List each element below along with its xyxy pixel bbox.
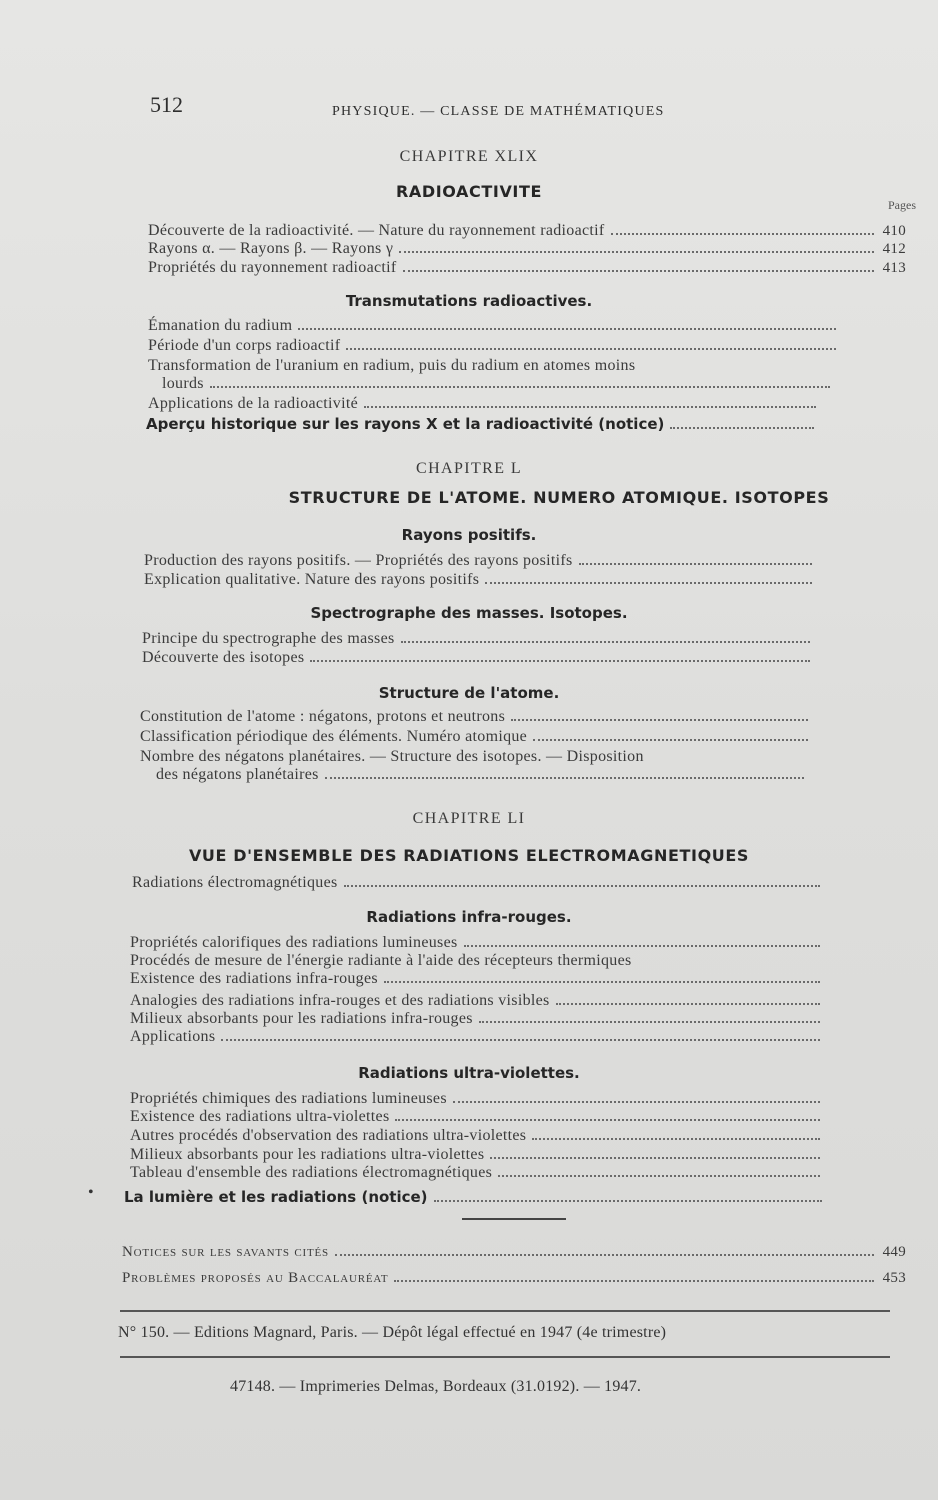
toc-entry-text: Analogies des radiations infra-rouges et des radiations visibles [130,992,550,1009]
toc-entry[interactable] [130,1010,852,1028]
toc-entry[interactable] [140,708,840,726]
toc-entry-text: Autres procédés d'observation des radiations ultra-violettes [130,1127,527,1144]
toc-entry-text: Découverte des isotopes [142,649,305,666]
toc-entry-text: La lumière et les radiations (notice) [124,1188,428,1206]
toc-entry-text: Découverte de la radioactivité. — Nature du rayonnement radioactif [148,222,605,239]
toc-entry-text: Émanation du radium [148,317,293,334]
toc-entry[interactable] [148,259,906,277]
toc-entry-text: Principe du spectrographe des masses [142,630,395,647]
pages-column-label: Pages [888,198,916,212]
chapter-title-50: STRUCTURE DE L'ATOME. NUMERO ATOMIQUE. ISOTOPES [288,488,830,507]
toc-entry-text: Classification périodique des éléments. Numéro atomique [140,728,528,745]
leader-dots [611,233,875,235]
leader-dots [511,719,808,721]
leader-dots [399,251,874,253]
leader-dots [335,1254,874,1256]
footer-rule-bottom [120,1356,890,1358]
toc-entry-text: Propriétés calorifiques des radiations lumineuses [130,934,458,951]
leader-dots [344,885,820,887]
toc-entry-text: Milieux absorbants pour les radiations ultra-violettes [130,1146,485,1163]
toc-entry[interactable] [130,1108,852,1126]
toc-entry[interactable] [148,240,906,258]
leader-dots [453,1101,820,1103]
chapter-title-51: VUE D'ENSEMBLE DES RADIATIONS ELECTROMAGNETIQUES [188,846,750,865]
footer-rule-top [120,1310,890,1312]
section-title-spectrographe: Spectrographe des masses. Isotopes. [310,604,628,622]
leader-dots [325,777,804,779]
leader-dots [394,1280,874,1282]
leader-dots [210,386,830,388]
toc-entry-text: des négatons planétaires [156,766,319,783]
toc-entry-text: Applications [130,1028,216,1045]
leader-dots [310,660,810,662]
toc-entry-text: lourds [162,375,204,392]
leader-dots [298,328,836,330]
toc-entry[interactable] [130,1146,852,1164]
toc-entry[interactable] [130,970,852,988]
toc-entry-text: Propriétés du rayonnement radioactif [148,259,397,276]
leader-dots [403,270,875,272]
section-title-infra-rouges: Radiations infra-rouges. [366,908,572,926]
toc-entry[interactable] [130,1164,852,1182]
leader-dots [556,1003,820,1005]
publisher-line: N° 150. — Editions Magnard, Paris. — Dépôt légal effectué en 1947 (4e trimestre) [118,1324,667,1341]
short-divider [462,1218,566,1220]
section-title-structure: Structure de l'atome. [378,684,560,702]
toc-entry-notice[interactable] [146,415,846,433]
toc-entry[interactable] [148,395,848,413]
toc-entry-text: Propriétés chimiques des radiations lumineuses [130,1090,447,1107]
chapter-title-49: RADIOACTIVITE [395,182,543,201]
toc-entry-text: Production des rayons positifs. — Propriétés des rayons positifs [144,552,573,569]
leader-dots [346,348,836,350]
toc-entry[interactable] [142,649,842,667]
toc-entry-text: Tableau d'ensemble des radiations électromagnétiques [130,1164,493,1181]
toc-entry-text-line: Procédés de mesure de l'énergie radiante à l'aide des récepteurs thermiques [130,952,632,969]
toc-entry[interactable] [156,766,836,784]
leader-dots [479,1021,820,1023]
toc-entry-text: Milieux absorbants pour les radiations infra-rouges [130,1010,473,1027]
toc-entry-problemes[interactable] [122,1270,906,1287]
toc-entry-notices[interactable] [122,1244,906,1261]
toc-entry[interactable] [144,552,844,570]
toc-entry-page: 413 [882,260,906,276]
toc-entry-text: Aperçu historique sur les rayons X et la radioactivité (notice) [146,415,665,433]
toc-entry[interactable] [130,992,852,1010]
toc-entry-text: Applications de la radioactivité [148,395,358,412]
toc-entry[interactable] [140,728,840,746]
toc-entry-page: 453 [882,1270,906,1286]
toc-entry[interactable] [148,317,868,335]
toc-entry-text: Notices sur les savants cités [122,1244,329,1260]
section-title-transmutations: Transmutations radioactives. [345,292,593,310]
toc-entry[interactable] [148,222,906,240]
toc-entry-text: Constitution de l'atome : négatons, protons et neutrons [140,708,506,725]
leader-dots [532,1138,820,1140]
toc-entry-text-line: Nombre des négatons planétaires. — Structure des isotopes. — Disposition [140,748,644,765]
running-title: PHYSIQUE. — CLASSE DE MATHÉMATIQUES [332,104,665,119]
leader-dots [401,641,810,643]
chapter-heading-49: CHAPITRE XLIX [399,148,539,165]
toc-entry[interactable] [144,571,844,589]
leader-dots [670,427,814,429]
toc-entry[interactable] [148,337,868,355]
toc-entry-text: Rayons α. — Rayons β. — Rayons γ [148,240,394,257]
leader-dots [464,945,820,947]
leader-dots [221,1039,820,1041]
toc-entry-page: 410 [882,223,906,239]
section-title-rayons-positifs: Rayons positifs. [401,526,537,544]
toc-entry[interactable] [162,375,862,393]
leader-dots [579,563,813,565]
toc-entry-page: 449 [882,1244,906,1260]
toc-entry[interactable] [130,934,852,952]
leader-dots [384,981,820,983]
toc-entry-text: Problèmes proposés au Baccalauréat [122,1270,389,1286]
chapter-heading-51: CHAPITRE LI [412,810,526,827]
section-title-ultra-violettes: Radiations ultra-violettes. [358,1064,580,1082]
leader-dots [364,406,816,408]
leader-dots [434,1200,822,1202]
leader-dots [485,582,812,584]
toc-entry-text: Radiations électromagnétiques [132,874,338,891]
printer-line: 47148. — Imprimeries Delmas, Bordeaux (31.0192). — 1947. [230,1378,642,1395]
leader-dots [395,1119,820,1121]
chapter-heading-50: CHAPITRE L [416,460,522,477]
toc-entry-text: Existence des radiations infra-rouges [130,970,378,987]
toc-entry-notice[interactable] [124,1188,854,1206]
toc-entry[interactable] [130,1127,852,1145]
toc-entry[interactable] [142,630,842,648]
page-number: 512 [150,92,183,117]
toc-entry-page: 412 [882,241,906,257]
toc-entry[interactable] [130,1028,852,1046]
leader-dots [498,1175,820,1177]
toc-entry-text: Existence des radiations ultra-violettes [130,1108,390,1125]
toc-entry[interactable] [130,1090,852,1108]
leader-dots [533,739,808,741]
leader-dots [490,1157,820,1159]
bullet-mark: • [88,1184,94,1201]
toc-entry-text: Explication qualitative. Nature des rayons positifs [144,571,480,588]
toc-entry-text: Période d'un corps radioactif [148,337,341,354]
toc-entry[interactable] [132,874,852,892]
toc-entry-text-line: Transformation de l'uranium en radium, puis du radium en atomes moins [148,357,636,374]
